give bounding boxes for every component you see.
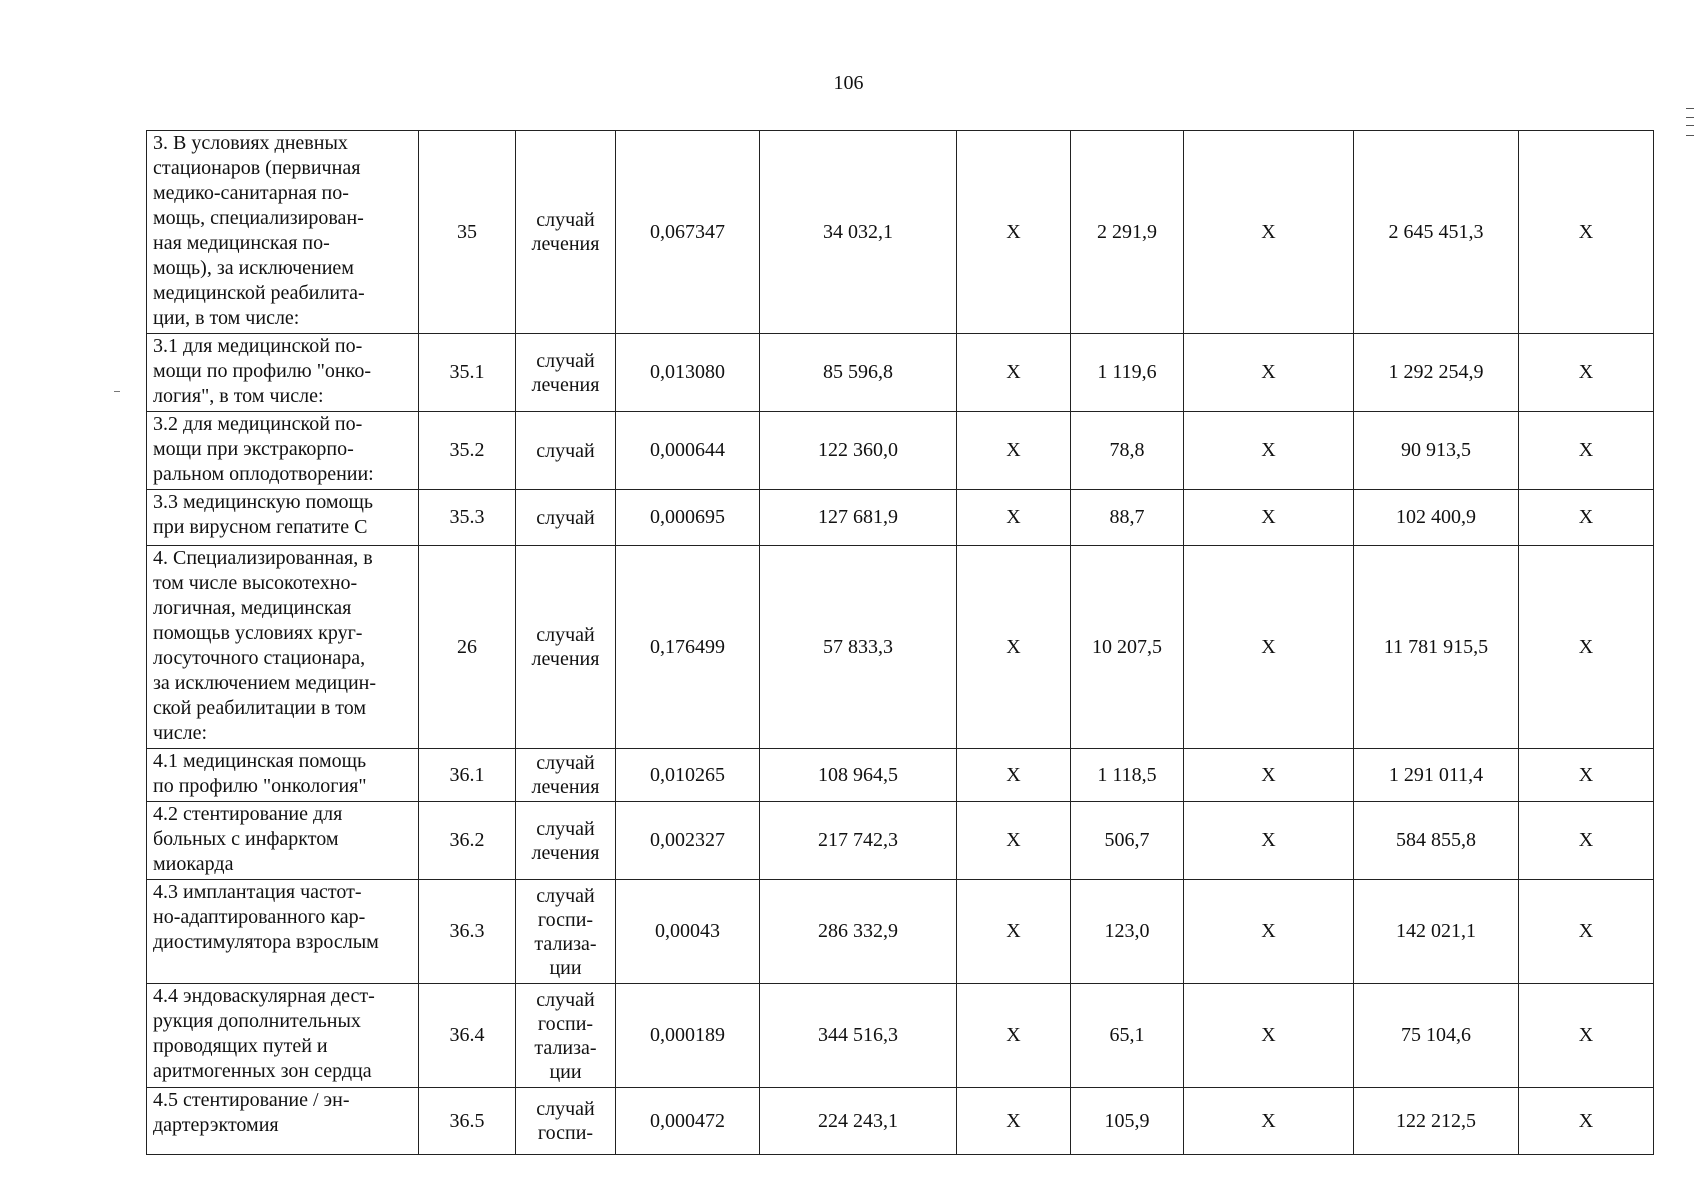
value-c4: 65,1	[1071, 984, 1184, 1088]
row-name	[147, 334, 419, 412]
row-name	[147, 412, 419, 490]
value-c7: Х	[1519, 749, 1654, 802]
margin-dash	[114, 391, 120, 392]
value-c2: 34 032,1	[760, 131, 957, 334]
row-name-line: стационаров (первичная	[153, 157, 361, 179]
row-unit-line: госпи-	[537, 1122, 594, 1144]
row-name-line: больных с инфарктом	[153, 828, 339, 850]
data-table	[146, 130, 1654, 1155]
row-unit-line: случай	[536, 349, 595, 372]
row-unit	[516, 334, 616, 412]
value-c5: Х	[1184, 802, 1354, 880]
value-c7: Х	[1519, 546, 1654, 749]
row-name-line: 3.2 для медицинской по-	[153, 413, 363, 435]
row-name-line: ная медицинская по-	[153, 232, 330, 254]
value-c2: 57 833,3	[760, 546, 957, 749]
row-name-line: 4. Специализированная, в	[153, 547, 373, 569]
row-name	[147, 749, 419, 802]
value-c6: 122 212,5	[1354, 1088, 1519, 1155]
margin-mark	[1686, 108, 1694, 136]
row-name-line: за исключением медицин-	[153, 672, 377, 694]
row-unit-line: лечения	[531, 648, 600, 670]
row-name-line: медицинской реабилита-	[153, 282, 365, 304]
row-unit-line: ции	[549, 1060, 582, 1083]
value-c1: 0,013080	[616, 334, 760, 412]
value-c6: 584 855,8	[1354, 802, 1519, 880]
row-unit-line: случай	[536, 817, 595, 840]
row-name-line: но-адаптированного кар-	[153, 906, 366, 928]
row-unit	[516, 412, 616, 490]
value-c3: Х	[957, 880, 1071, 984]
row-unit-line: лечения	[531, 841, 600, 864]
row-code: 35.3	[419, 490, 516, 546]
table-container	[146, 130, 1654, 1155]
row-unit-line: случай	[536, 506, 595, 529]
row-code: 36.5	[419, 1088, 516, 1155]
row-name	[147, 490, 419, 546]
row-name-line: 4.2 стентирование для	[153, 803, 343, 825]
row-unit-line: лечения	[531, 233, 600, 255]
value-c7: Х	[1519, 802, 1654, 880]
table-body	[147, 131, 1654, 1155]
table-row	[147, 412, 1654, 490]
value-c2: 122 360,0	[760, 412, 957, 490]
row-name-line: рукция дополнительных	[153, 1010, 361, 1032]
value-c5: Х	[1184, 131, 1354, 334]
value-c1: 0,000189	[616, 984, 760, 1088]
row-name-line: лосуточного стационара,	[153, 647, 366, 669]
table-row	[147, 984, 1654, 1088]
value-c7: Х	[1519, 131, 1654, 334]
value-c2: 127 681,9	[760, 490, 957, 546]
row-unit-line: лечения	[531, 776, 600, 798]
value-c6: 2 645 451,3	[1354, 131, 1519, 334]
value-c1: 0,000695	[616, 490, 760, 546]
value-c4: 10 207,5	[1071, 546, 1184, 749]
row-name-line: 4.1 медицинская помощь	[153, 750, 367, 772]
value-c6: 11 781 915,5	[1354, 546, 1519, 749]
value-c2: 108 964,5	[760, 749, 957, 802]
table-row	[147, 131, 1654, 334]
row-code: 36.1	[419, 749, 516, 802]
row-name-line: 4.3 имплантация частот-	[153, 881, 362, 903]
row-name-line: мощи по профилю "онко-	[153, 360, 371, 382]
row-name-line: 3. В условиях дневных	[153, 132, 348, 154]
row-code: 36.4	[419, 984, 516, 1088]
row-unit	[516, 1088, 616, 1155]
row-code: 36.3	[419, 880, 516, 984]
value-c2: 224 243,1	[760, 1088, 957, 1155]
row-name	[147, 546, 419, 749]
row-name-line: медико-санитарная по-	[153, 182, 349, 204]
value-c5: Х	[1184, 749, 1354, 802]
row-code: 36.2	[419, 802, 516, 880]
value-c4: 123,0	[1071, 880, 1184, 984]
value-c1: 0,002327	[616, 802, 760, 880]
row-name-line: логичная, медицинская	[153, 597, 352, 619]
value-c7: Х	[1519, 412, 1654, 490]
table-row	[147, 490, 1654, 546]
value-c7: Х	[1519, 490, 1654, 546]
row-unit-line: госпи-	[537, 908, 594, 931]
value-c6: 1 291 011,4	[1354, 749, 1519, 802]
value-c3: Х	[957, 131, 1071, 334]
row-name-line: помощьв условиях круг-	[153, 622, 363, 644]
row-name-line: миокарда	[153, 853, 234, 875]
table-row	[147, 546, 1654, 749]
row-name-line: ской реабилитации в том	[153, 697, 367, 719]
row-name-line: том числе высокотехно-	[153, 572, 358, 594]
value-c6: 102 400,9	[1354, 490, 1519, 546]
page-number: 106	[833, 72, 864, 94]
row-name-line: по профилю "онкология"	[153, 775, 367, 797]
value-c3: Х	[957, 546, 1071, 749]
value-c5: Х	[1184, 546, 1354, 749]
value-c7: Х	[1519, 334, 1654, 412]
row-name-line: диостимулятора взрослым	[153, 931, 379, 953]
row-unit	[516, 490, 616, 546]
table-row	[147, 880, 1654, 984]
row-name	[147, 131, 419, 334]
row-unit-line: случай	[536, 752, 595, 774]
row-name-line: 4.4 эндоваскулярная дест-	[153, 985, 375, 1007]
row-code: 26	[419, 546, 516, 749]
row-name-line: ции, в том числе:	[153, 307, 300, 329]
row-name-line: 3.1 для медицинской по-	[153, 335, 363, 357]
row-name-line: при вирусном гепатите С	[153, 516, 368, 538]
value-c5: Х	[1184, 334, 1354, 412]
value-c4: 105,9	[1071, 1088, 1184, 1155]
row-unit-line: случай	[536, 439, 595, 462]
row-unit-line: госпи-	[537, 1012, 594, 1035]
value-c1: 0,000644	[616, 412, 760, 490]
value-c1: 0,010265	[616, 749, 760, 802]
row-unit-line: случай	[536, 1098, 595, 1120]
value-c1: 0,000472	[616, 1088, 760, 1155]
row-name-line: числе:	[153, 722, 208, 744]
value-c6: 75 104,6	[1354, 984, 1519, 1088]
value-c3: Х	[957, 412, 1071, 490]
value-c5: Х	[1184, 984, 1354, 1088]
row-unit-line: тализа-	[534, 1036, 597, 1059]
table-row	[147, 802, 1654, 880]
value-c4: 2 291,9	[1071, 131, 1184, 334]
value-c7: Х	[1519, 880, 1654, 984]
row-code: 35	[419, 131, 516, 334]
value-c3: Х	[957, 490, 1071, 546]
row-name-line: мощь, специализирован-	[153, 207, 364, 229]
value-c6: 1 292 254,9	[1354, 334, 1519, 412]
value-c4: 78,8	[1071, 412, 1184, 490]
value-c3: Х	[957, 749, 1071, 802]
value-c1: 0,176499	[616, 546, 760, 749]
value-c2: 286 332,9	[760, 880, 957, 984]
row-unit	[516, 546, 616, 749]
value-c4: 506,7	[1071, 802, 1184, 880]
row-name-line: мощи при экстракорпо-	[153, 438, 354, 460]
row-unit	[516, 802, 616, 880]
value-c3: Х	[957, 1088, 1071, 1155]
row-unit-line: тализа-	[534, 932, 597, 955]
row-name	[147, 802, 419, 880]
row-name	[147, 1088, 419, 1155]
row-unit	[516, 880, 616, 984]
row-unit-line: случай	[536, 209, 595, 231]
value-c3: Х	[957, 802, 1071, 880]
row-name-line: логия", в том числе:	[153, 385, 324, 407]
row-unit-line: ции	[549, 956, 582, 979]
table-row	[147, 1088, 1654, 1155]
value-c6: 90 913,5	[1354, 412, 1519, 490]
table-row	[147, 749, 1654, 802]
value-c4: 1 118,5	[1071, 749, 1184, 802]
value-c6: 142 021,1	[1354, 880, 1519, 984]
value-c4: 88,7	[1071, 490, 1184, 546]
row-unit-line: лечения	[531, 373, 600, 396]
value-c1: 0,00043	[616, 880, 760, 984]
value-c5: Х	[1184, 490, 1354, 546]
row-unit-line: случай	[536, 988, 595, 1011]
value-c3: Х	[957, 334, 1071, 412]
row-unit-line: случай	[536, 884, 595, 907]
value-c5: Х	[1184, 880, 1354, 984]
row-name-line: аритмогенных зон сердца	[153, 1060, 372, 1082]
value-c2: 217 742,3	[760, 802, 957, 880]
value-c1: 0,067347	[616, 131, 760, 334]
row-name-line: ральном оплодотворении:	[153, 463, 374, 485]
row-unit	[516, 984, 616, 1088]
row-name-line: проводящих путей и	[153, 1035, 328, 1057]
value-c5: Х	[1184, 1088, 1354, 1155]
row-name-line: дартерэктомия	[153, 1114, 279, 1136]
value-c5: Х	[1184, 412, 1354, 490]
row-name-line: 3.3 медицинскую помощь	[153, 491, 374, 513]
value-c7: Х	[1519, 984, 1654, 1088]
row-name	[147, 880, 419, 984]
row-unit-line: случай	[536, 624, 595, 646]
row-unit	[516, 749, 616, 802]
row-name-line: 4.5 стентирование / эн-	[153, 1089, 350, 1111]
row-name	[147, 984, 419, 1088]
value-c2: 344 516,3	[760, 984, 957, 1088]
row-unit	[516, 131, 616, 334]
value-c4: 1 119,6	[1071, 334, 1184, 412]
value-c2: 85 596,8	[760, 334, 957, 412]
table-row	[147, 334, 1654, 412]
value-c7: Х	[1519, 1088, 1654, 1155]
row-code: 35.2	[419, 412, 516, 490]
value-c3: Х	[957, 984, 1071, 1088]
row-name-line: мощь), за исключением	[153, 257, 354, 279]
row-code: 35.1	[419, 334, 516, 412]
